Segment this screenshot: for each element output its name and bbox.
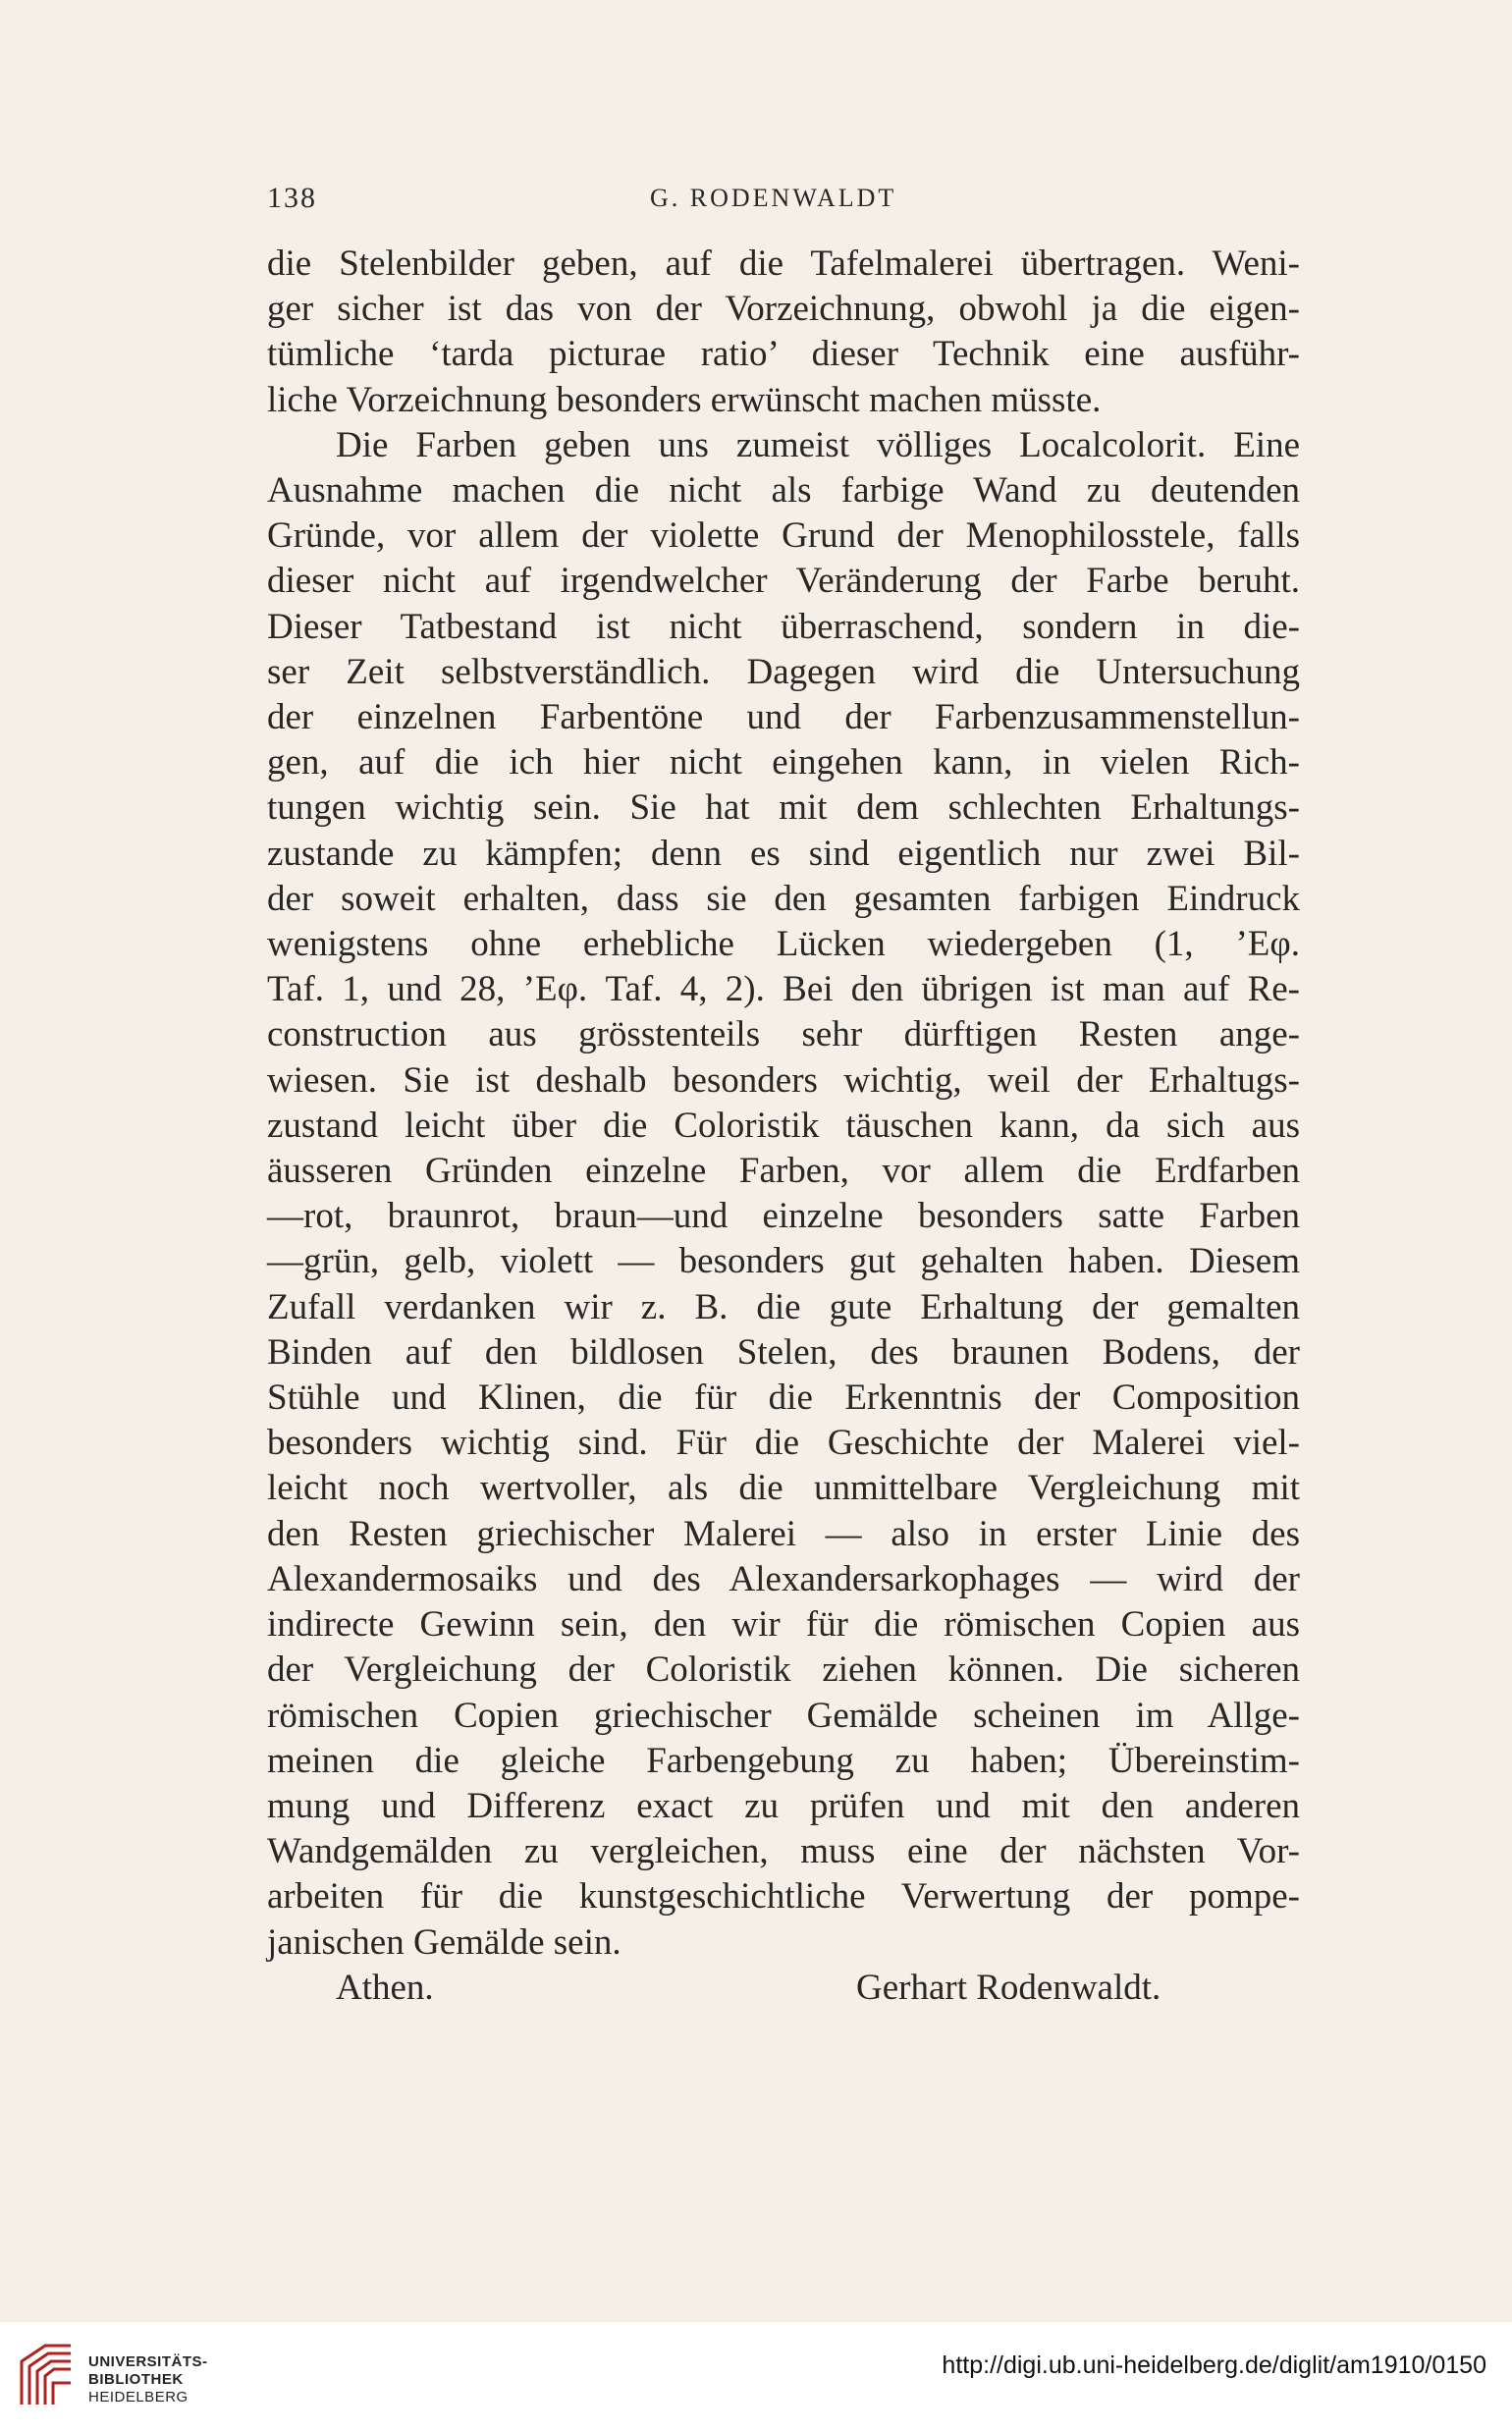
text-line: wiesen. Sie ist deshalb besonders wichtig, weil der Erhaltugs- xyxy=(267,1059,1300,1101)
text-line: äusseren Gründen einzelne Farben, vor allem die Erdfarben xyxy=(267,1151,1300,1192)
signature-author: Gerhart Rodenwaldt. xyxy=(856,1967,1161,2008)
text-line: —rot, braunrot, braun—und einzelne besonders satte Farben xyxy=(267,1196,1300,1237)
text-line: leicht noch wertvoller, als die unmittelbare Vergleichung mit xyxy=(267,1468,1300,1509)
text-line: der soweit erhalten, dass sie den gesamten farbigen Eindruck xyxy=(267,878,1300,919)
text-line: Dieser Tatbestand ist nicht überraschend, sondern in die- xyxy=(267,606,1300,647)
library-name xyxy=(88,2353,208,2406)
text-line: Gründe, vor allem der violette Grund der Menophilosstele, falls xyxy=(267,515,1300,557)
library-footer xyxy=(0,2322,1512,2432)
text-line: Ausnahme machen die nicht als farbige Wand zu deutenden xyxy=(267,470,1300,512)
signature-line xyxy=(267,1966,1300,2011)
text-line: gen, auf die ich hier nicht eingehen kann, in vielen Rich- xyxy=(267,742,1300,784)
text-line: Stühle und Klinen, die für die Erkenntnis der Composition xyxy=(267,1378,1300,1419)
text-line: römischen Copien griechischer Gemälde scheinen im Allge- xyxy=(267,1695,1300,1736)
signature-place: Athen. xyxy=(336,1967,434,2008)
text-line: dieser nicht auf irgendwelcher Veränderung der Farbe beruht. xyxy=(267,561,1300,602)
text-line: meinen die gleiche Farbengebung zu haben; Übereinstim- xyxy=(267,1740,1300,1781)
paragraph-2 xyxy=(267,423,1300,1966)
body-text xyxy=(267,242,1300,2011)
paragraph-1 xyxy=(267,242,1300,423)
text-line: Wandgemälden zu vergleichen, muss eine der nächsten Vor- xyxy=(267,1831,1300,1872)
text-line: liche Vorzeichnung besonders erwünscht machen müsste. xyxy=(267,379,1102,420)
library-name-line: UNIVERSITÄTS- xyxy=(88,2353,208,2370)
text-line: ser Zeit selbstverständlich. Dagegen wird die Untersuchung xyxy=(267,651,1300,692)
text-line: zustand leicht über die Coloristik täuschen kann, da sich aus xyxy=(267,1105,1300,1146)
text-line: den Resten griechischer Malerei — also in erster Linie des xyxy=(267,1513,1300,1554)
text-line: indirecte Gewinn sein, den wir für die römischen Copien aus xyxy=(267,1604,1300,1646)
library-logo-icon xyxy=(16,2340,77,2410)
text-line: zustande zu kämpfen; denn es sind eigentlich nur zwei Bil- xyxy=(267,833,1300,874)
text-line: der Vergleichung der Coloristik ziehen können. Die sicheren xyxy=(267,1649,1300,1691)
text-line: tungen wichtig sein. Sie hat mit dem schlechten Erhaltungs- xyxy=(267,787,1300,829)
text-line: mung und Differenz exact zu prüfen und mit den anderen xyxy=(267,1785,1300,1826)
text-line: ger sicher ist das von der Vorzeichnung, obwohl ja die eigen- xyxy=(267,289,1300,330)
library-name-line: BIBLIOTHEK xyxy=(88,2371,184,2388)
text-line: construction aus grösstenteils sehr dürftigen Resten ange- xyxy=(267,1014,1300,1055)
text-line: der einzelnen Farbentöne und der Farbenzusammenstellun- xyxy=(267,697,1300,738)
text-line: besonders wichtig sind. Für die Geschichte der Malerei viel- xyxy=(267,1423,1300,1464)
source-url-link[interactable]: http://digi.ub.uni-heidelberg.de/diglit/am1910/0150 xyxy=(942,2351,1486,2379)
text-line: wenigstens ohne erhebliche Lücken wiedergeben (1, ’Εφ. xyxy=(267,924,1300,965)
text-line: Zufall verdanken wir z. B. die gute Erhaltung der gemalten xyxy=(267,1286,1300,1327)
text-line: Die Farben geben uns zumeist völliges Localcolorit. Eine xyxy=(336,424,1300,465)
library-name-line: HEIDELBERG xyxy=(88,2389,189,2405)
text-line: die Stelenbilder geben, auf die Tafelmalerei übertragen. Weni- xyxy=(267,243,1300,284)
text-line: Alexandermosaiks und des Alexandersarkophages — wird der xyxy=(267,1558,1300,1599)
running-head: G. RODENWALDT xyxy=(650,184,897,212)
text-line: Binden auf den bildlosen Stelen, des braunen Bodens, der xyxy=(267,1331,1300,1373)
page-header xyxy=(267,182,1300,221)
text-line: Taf. 1, und 28, ’Εφ. Taf. 4, 2). Bei den übrigen ist man auf Re- xyxy=(267,969,1300,1010)
text-line: arbeiten für die kunstgeschichtliche Verwertung der pompe- xyxy=(267,1876,1300,1918)
text-line: —grün, gelb, violett — besonders gut gehalten haben. Diesem xyxy=(267,1241,1300,1282)
page-number: 138 xyxy=(267,182,317,214)
text-line: janischen Gemälde sein. xyxy=(267,1921,621,1963)
text-line: tümliche ‘tarda picturae ratio’ dieser Technik eine ausführ- xyxy=(267,334,1300,375)
